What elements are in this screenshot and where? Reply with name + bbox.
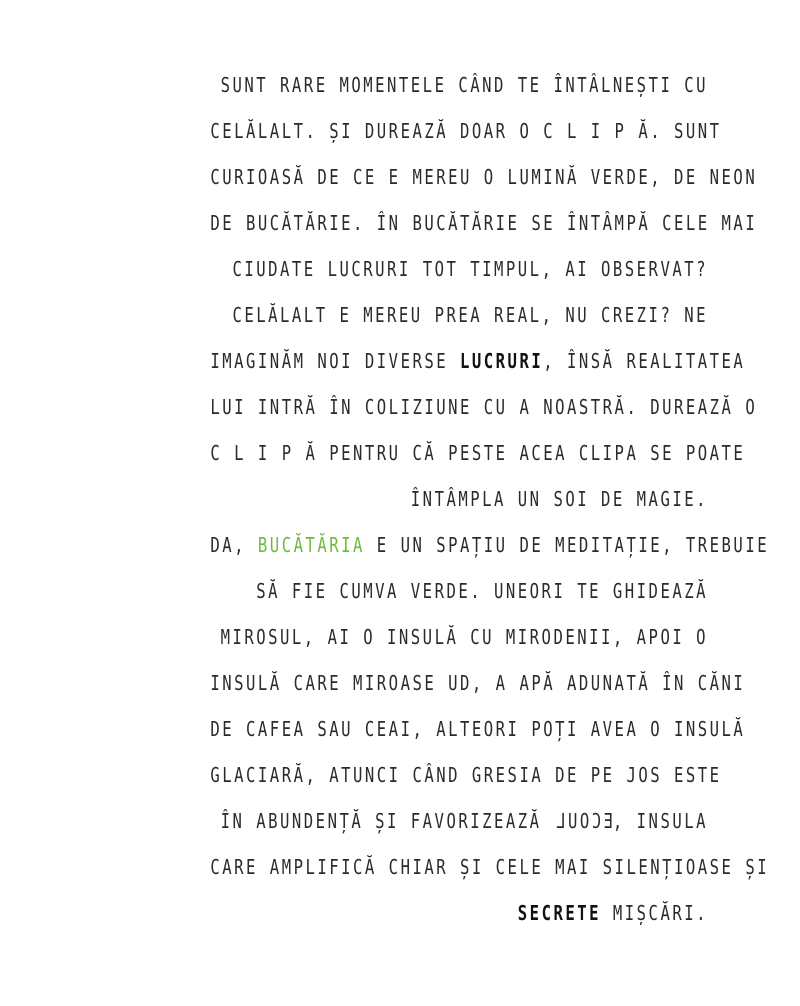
text-segment: GLACIARĂ, ATUNCI CÂND GRESIA DE PE JOS ESTE bbox=[210, 763, 722, 787]
text-segment: CELĂLALT. ȘI DUREAZĂ DOAR O C L I P Ă. SUNT bbox=[210, 119, 722, 143]
text-line bbox=[210, 890, 708, 936]
text-segment: SĂ FIE CUMVA VERDE. UNEORI TE GHIDEAZĂ bbox=[256, 579, 708, 603]
text-segment: IMAGINĂM NOI DIVERSE bbox=[210, 349, 461, 373]
text-line bbox=[210, 292, 708, 338]
text-line bbox=[210, 200, 758, 246]
text-segment: DE BUCĂTĂRIE. ÎN BUCĂTĂRIE SE ÎNTÂMPĂ CELE MAI bbox=[210, 211, 758, 235]
text-line bbox=[210, 62, 708, 108]
text-segment: C L I P Ă PENTRU CĂ PESTE ACEA CLIPA SE POATE bbox=[210, 441, 746, 465]
mirrored-word: ECOUL bbox=[553, 809, 613, 833]
text-segment: , INSULA bbox=[612, 809, 708, 833]
text-line bbox=[210, 154, 758, 200]
text-line bbox=[210, 706, 746, 752]
text-line bbox=[210, 338, 746, 384]
text-line bbox=[210, 246, 708, 292]
text-segment: MIROSUL, AI O INSULĂ CU MIRODENII, APOI O bbox=[220, 625, 708, 649]
highlight-green: BUCĂTĂRIA bbox=[257, 533, 365, 557]
text-segment: DE CAFEA SAU CEAI, ALTEORI POȚI AVEA O INSULĂ bbox=[210, 717, 746, 741]
text-segment: LUI INTRĂ ÎN COLIZIUNE CU A NOASTRĂ. DUREAZĂ O bbox=[210, 395, 758, 419]
text-line bbox=[210, 614, 708, 660]
text-segment: , ÎNSĂ REALITATEA bbox=[543, 349, 746, 373]
text-line bbox=[210, 522, 770, 568]
text-segment: SUNT RARE MOMENTELE CÂND TE ÎNTÂLNEȘTI CU bbox=[220, 73, 708, 97]
text-line bbox=[210, 844, 770, 890]
text-line bbox=[210, 476, 708, 522]
text-segment: E UN SPAȚIU DE MEDITAȚIE, TREBUIE bbox=[364, 533, 770, 557]
poem-text-block bbox=[70, 62, 770, 936]
text-segment: ÎN ABUNDENȚĂ ȘI FAVORIZEAZĂ bbox=[220, 809, 554, 833]
text-segment: CURIOASĂ DE CE E MEREU O LUMINĂ VERDE, DE NEON bbox=[210, 165, 758, 189]
text-segment: ÎNTÂMPLA UN SOI DE MAGIE. bbox=[410, 487, 708, 511]
text-line bbox=[210, 660, 746, 706]
emphasis-bold: SECRETE bbox=[517, 901, 602, 925]
text-line bbox=[210, 568, 708, 614]
text-segment: DA, bbox=[210, 533, 258, 557]
text-line bbox=[210, 430, 746, 476]
text-segment: INSULĂ CARE MIROASE UD, A APĂ ADUNATĂ ÎN CĂNI bbox=[210, 671, 746, 695]
text-line bbox=[210, 108, 722, 154]
text-segment: CARE AMPLIFICĂ CHIAR ȘI CELE MAI SILENȚIOASE ȘI bbox=[210, 855, 770, 879]
text-line bbox=[210, 752, 722, 798]
text-segment: MIȘCĂRI. bbox=[601, 901, 708, 925]
emphasis-bold: LUCRURI bbox=[460, 349, 544, 373]
text-line bbox=[210, 384, 758, 430]
text-segment: CELĂLALT E MEREU PREA REAL, NU CREZI? NE bbox=[232, 303, 708, 327]
text-segment: CIUDATE LUCRURI TOT TIMPUL, AI OBSERVAT? bbox=[232, 257, 708, 281]
text-line bbox=[210, 798, 708, 844]
